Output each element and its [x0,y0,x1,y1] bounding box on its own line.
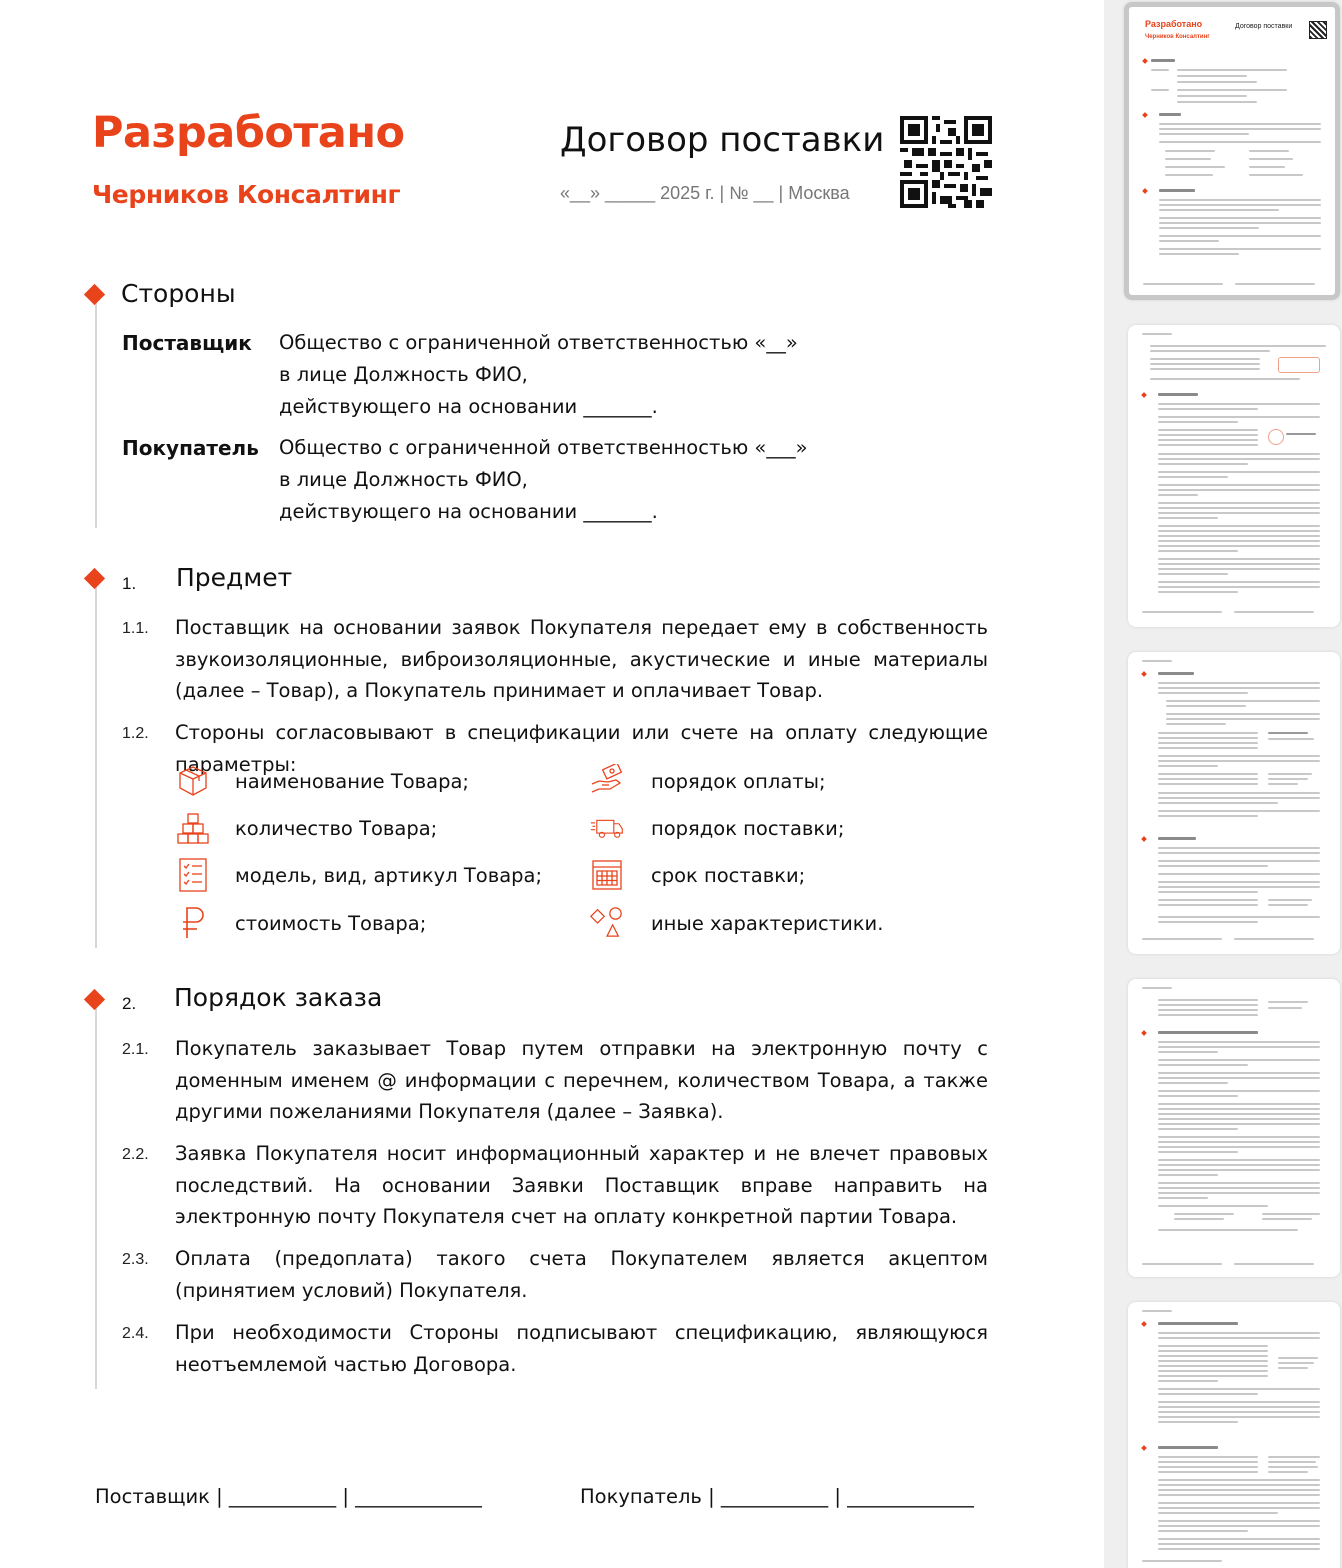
parties-heading: Стороны [121,279,236,308]
clause-text: Покупатель заказывает Товар путем отправки на электронную почту с доменным именем @ информации с перечнем, количеством Товара, а также другими пожеланиями Покупателя (далее – Заявка). [175,1037,988,1123]
clause-text: Стороны согласовывают в спецификации или счете на оплату следующие параметры: [175,721,988,776]
clause-number: 2.4. [122,1325,149,1342]
clause-text: При необходимости Стороны подписывают спецификацию, являющуюся неотъемлемой частью Договора. [175,1321,988,1376]
param-text: срок поставки; [651,864,806,887]
param-text: порядок поставки; [651,817,845,840]
qr-code-icon [900,116,992,208]
clause-text: Оплата (предоплата) такого счета Покупателем является акцептом (принятием условий) Покупателя. [175,1247,988,1302]
clause-number: 1.1. [122,620,149,637]
clause-number: 2.2. [122,1146,149,1163]
section-number: 2. [122,994,137,1013]
calendar-icon [590,858,624,892]
money-hand-icon [590,764,624,798]
buyer-line: действующего на основании _______. [279,500,658,523]
thumb-brand-company: Черников Консалтинг [1145,34,1210,40]
box-icon [176,764,210,798]
brand-title: Разработано [92,108,405,158]
page-thumbnail-1[interactable] [1124,2,1340,300]
buyer-signature: Покупатель | ___________ | _____________ [580,1485,974,1508]
page-thumbnail-3[interactable] [1128,652,1340,954]
buyer-label: Покупатель [122,436,259,460]
supplier-label: Поставщик [122,331,252,355]
thumb-figure [1268,429,1284,445]
section-title: Предмет [176,563,293,592]
supplier-line: Общество с ограниченной ответственностью «__» [279,331,798,354]
section-marker [84,568,105,589]
supplier-signature: Поставщик | ___________ | _____________ [95,1485,482,1508]
document-title: Договор поставки [560,120,885,160]
param-text: стоимость Товара; [235,912,427,935]
page-thumbnail-4[interactable] [1128,979,1340,1277]
thumb-qr-icon [1309,21,1327,39]
clause-number: 2.1. [122,1041,149,1058]
brand-company: Черников Консалтинг [92,180,401,209]
param-text: модель, вид, артикул Товара; [235,864,543,887]
param-text: иные характеристики. [651,912,884,935]
document-meta: «__» _____ 2025 г. | № __ | Москва [560,183,850,203]
section-marker [84,284,105,305]
boxes-stack-icon [176,811,210,845]
buyer-line: Общество с ограниченной ответственностью «___» [279,436,808,459]
section-rail [95,1001,97,1389]
param-text: порядок оплаты; [651,770,826,793]
param-text: количество Товара; [235,817,438,840]
clause-text: Заявка Покупателя носит информационный характер и не влечет правовых последствий. На основании Заявки Поставщик вправе направить на электронную почту Покупателя счет на оплату конкретной партии Товара. [175,1142,988,1228]
checklist-icon [176,858,210,892]
page-thumbnail-5[interactable] [1128,1302,1340,1568]
section-number: 1. [122,574,137,593]
param-text: наименование Товара; [235,770,469,793]
thumb-title: Договор поставки [1235,23,1293,30]
section-title: Порядок заказа [174,983,383,1012]
supplier-line: действующего на основании _______. [279,395,658,418]
buyer-line: в лице Должность ФИО, [279,468,528,491]
clause-number: 2.3. [122,1251,149,1268]
section-rail [95,580,97,948]
clause-text: Поставщик на основании заявок Покупателя передает ему в собственность звукоизоляционные, виброизоляционные, акустические и иные материалы (далее – Товар), а Покупатель принимает и оплачивает Товар. [175,616,988,702]
thumb-figure [1278,357,1320,373]
supplier-line: в лице Должность ФИО, [279,363,528,386]
section-rail [95,296,97,528]
ruble-icon [176,905,210,939]
clause-number: 1.2. [122,725,149,742]
thumb-brand: Разработано [1145,19,1203,29]
page-thumbnail-2[interactable] [1128,325,1340,627]
section-marker [84,989,105,1010]
delivery-truck-icon [590,811,624,845]
shapes-icon [590,905,624,939]
